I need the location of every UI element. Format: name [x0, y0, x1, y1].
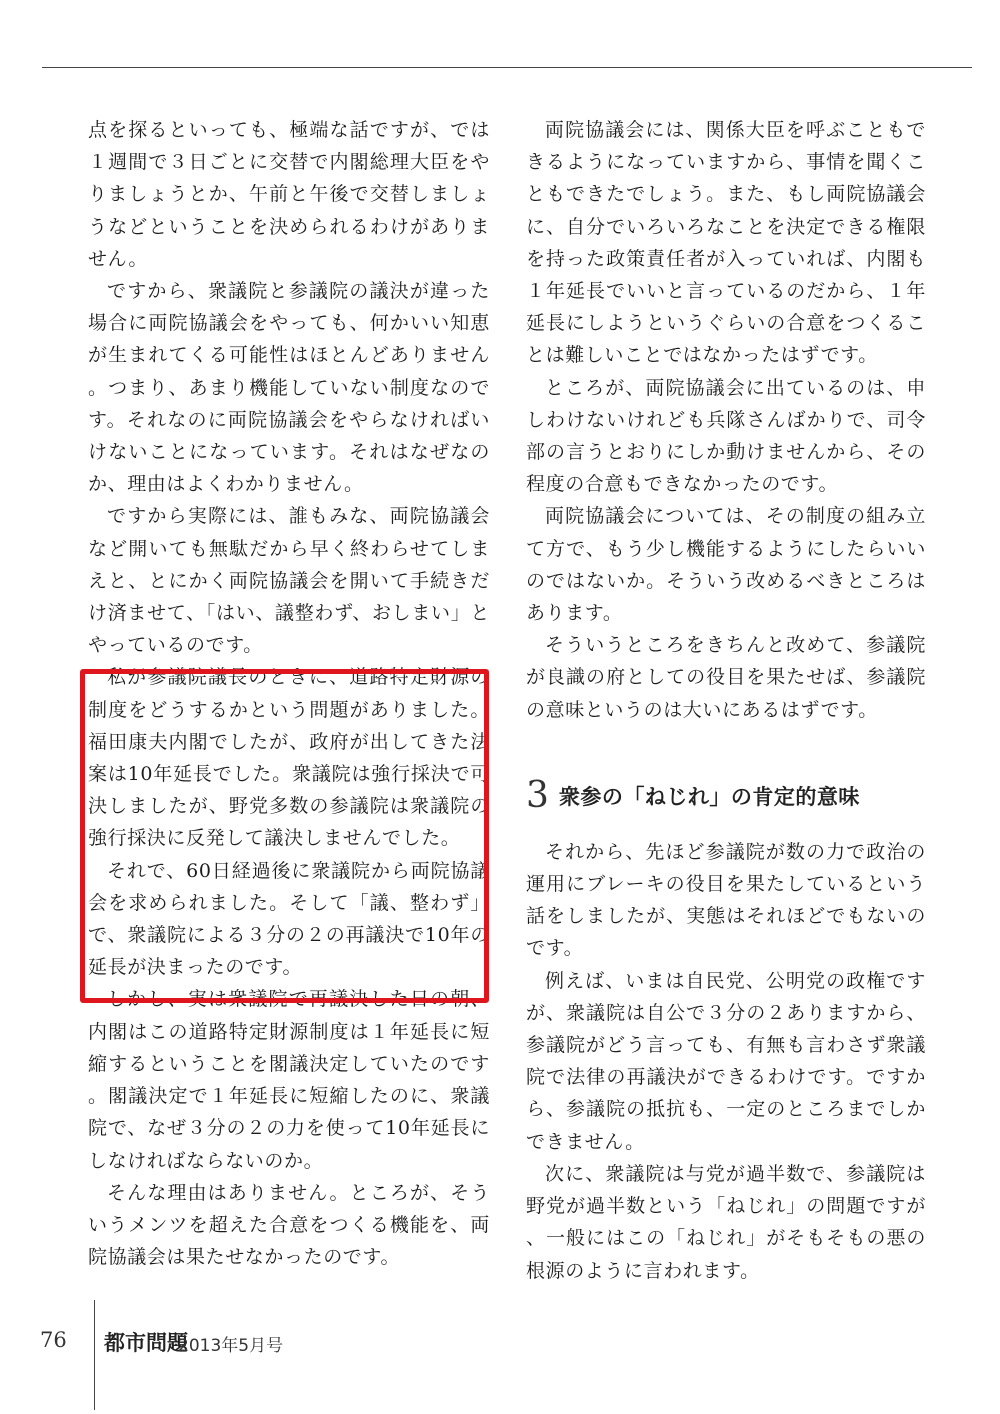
header-rule	[42, 67, 972, 68]
left-paragraph-7: そんな理由はありません。ところが、そういうメンツを超えた合意をつくる機能を、両院協議会は果たせなかったのです。	[88, 1181, 490, 1269]
left-paragraph-6: しかし、実は衆議院で再議決した日の朝、内閣はこの道路特定財源制度は１年延長に短縮するということを閣議決定していたのです。閣議決定で１年延長に短縮したのに、衆議院で、なぜ３分の２の力を使って10年延長にしなければならないのか。	[88, 988, 490, 1172]
right-paragraph-3: 両院協議会については、その制度の組み立て方で、もう少し機能するようにしたらいいのではないか。そういう改めるべきところはあります。	[526, 505, 926, 625]
left-paragraph-4: 私が参議院議長のときに、道路特定財源の制度をどうするかという問題がありました。福田康夫内閣でしたが、政府が出してきた法案は10年延長でした。衆議院は強行採決で可決しましたが、野党多数の参議院は衆議院の強行採決に反発して議決しませんでした。	[88, 666, 490, 850]
right-paragraph-1: 両院協議会には、関係大臣を呼ぶこともできるようになっていますから、事情を聞くこともできたでしょう。また、もし両院協議会に、自分でいろいろなことを決定できる権限を持った政策責任者が入っていれば、内閣も１年延長でいいと言っているのだから、１年延長にしようというぐらいの合意をつくることは難しいことではなかったはずです。	[526, 119, 926, 367]
left-paragraph-5: それで、60日経過後に衆議院から両院協議会を求められました。そして「議、整わず」で、衆議院による３分の２の再議決で10年の延長が決まったのです。	[88, 859, 490, 979]
left-paragraph-2: ですから、衆議院と参議院の議決が違った場合に両院協議会をやっても、何かいい知恵が生まれてくる可能性はほとんどありません。つまり、あまり機能していない制度なのです。それなのに両院協議会をやらなければいけないことになっています。それはなぜなのか、理由はよくわかりません。	[88, 280, 490, 496]
right-paragraph-7: 次に、衆議院は与党が過半数で、参議院は野党が過半数という「ねじれ」の問題ですが、一般にはこの「ねじれ」がそもそもの悪の根源のように言われます。	[526, 1162, 926, 1282]
journal-title: 都市問題	[104, 1331, 188, 1355]
page-number: 76	[40, 1328, 67, 1352]
section-number: 3	[526, 774, 549, 816]
right-paragraph-2: ところが、両院協議会に出ているのは、申しわけないけれども兵隊さんばかりで、司令部の言うとおりにしか動けませんから、その程度の合意もできなかったのです。	[526, 376, 926, 496]
section-heading	[526, 766, 926, 826]
footer-divider	[94, 1300, 95, 1410]
left-column	[88, 114, 490, 1273]
left-paragraph-3: ですから実際には、誰もみな、両院協議会など開いても無駄だから早く終わらせてしまえと、とにかく両院協議会を開いて手続きだけ済ませて、「はい、議整わず、おしまい」とやっているのです。	[88, 505, 490, 657]
left-paragraph-1: 点を探るといっても、極端な話ですが、では１週間で３日ごとに交替で内閣総理大臣をやりましょうとか、午前と午後で交替しましょうなどということを決められるわけがありません。	[88, 119, 490, 270]
right-paragraph-5: それから、先ほど参議院が数の力で政治の運用にブレーキの役目を果たしているという話をしましたが、実態はそれほどでもないのです。	[526, 840, 926, 960]
issue-date: 2013年5月号	[178, 1336, 284, 1356]
section-title: 衆参の「ねじれ」の肯定的意味	[558, 784, 860, 809]
right-paragraph-4: そういうところをきちんと改めて、参議院が良識の府としての役目を果たせば、参議院の意味というのは大いにあるはずです。	[526, 634, 926, 721]
right-column	[526, 114, 926, 1287]
right-paragraph-6: 例えば、いまは自民党、公明党の政権ですが、衆議院は自公で３分の２ありますから、参議院がどう言っても、有無も言わさず衆議院で法律の再議決ができるわけです。ですから、参議院の抵抗も、一定のところまでしかできません。	[526, 969, 926, 1153]
